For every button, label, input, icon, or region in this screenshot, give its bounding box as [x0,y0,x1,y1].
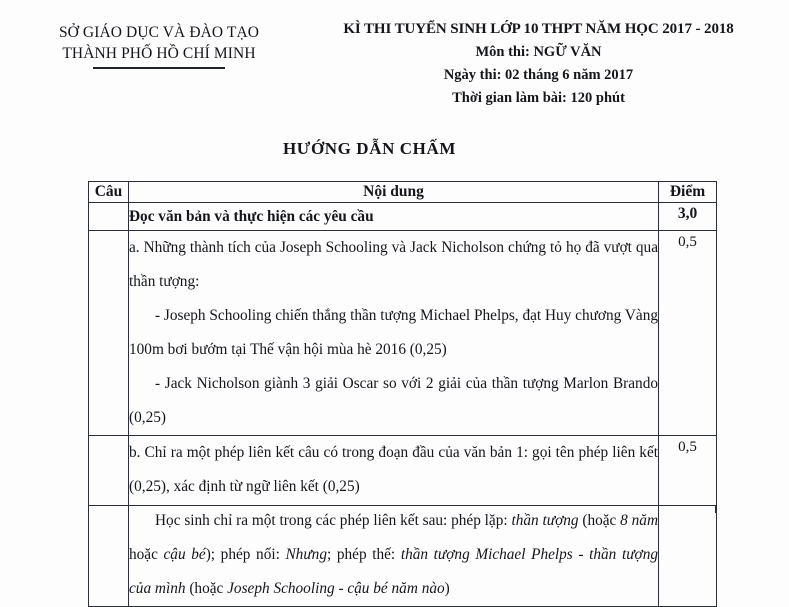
grading-guide-table [88,181,717,607]
page-title: HƯỚNG DẪN CHẤM [282,139,457,158]
exam-duration-line: Thời gian làm bài: 120 phút [452,90,625,106]
exam-info-block [318,18,789,109]
column-header-diem: Điểm [659,182,717,203]
answer-a-bullet-1: - Joseph Schooling chiến thắng thần tượng Michael Phelps, đạt Huy chương Vàng 100m bơi bướm tại Thế vận hội mùa hè 2016 (0,25) [129,307,658,358]
table-next-row-edge [88,505,716,513]
row-cau-cell [89,203,129,231]
column-header-noi-dung: Nội dung [129,182,659,203]
authority-line-2: THÀNH PHỐ HỒ CHÍ MINH [62,45,256,62]
content-headline: Đọc văn bản và thực hiện các yêu cầu [129,208,374,225]
row-content-cell [129,231,659,436]
emphasised-term: cậu bé [163,546,206,563]
plain-text: (hoặc [185,580,228,597]
table-row [89,203,717,231]
exam-date-line: Ngày thi: 02 tháng 6 năm 2017 [443,67,634,83]
answer-b-detail [129,504,658,606]
exam-subject-line: Môn thi: NGỮ VĂN [475,44,602,60]
document-header [0,18,789,109]
plain-text: hoặc [129,546,164,563]
emphasised-term: 8 năm [620,512,658,529]
plain-text: ; phép thế: [326,546,401,563]
emphasised-term: thần tượng [511,512,579,529]
table-row [89,231,717,436]
emphasised-term: thần tượng Michael Phelps - thần tượng của mình [129,546,658,597]
table-row [89,436,717,607]
authority-underline [93,67,225,69]
column-header-cau: Câu [89,182,129,203]
plain-text: (hoặc [578,512,621,529]
row-diem-cell: 0,5 [659,436,717,607]
row-content-cell [129,203,659,231]
exam-title-line: KÌ THI TUYỂN SINH LỚP 10 THPT NĂM HỌC 2017 - 2018 [343,21,734,37]
row-cau-cell [89,436,129,607]
row-cau-cell [89,231,129,436]
issuing-authority-block [0,18,318,69]
authority-line-1: SỞ GIÁO DỤC VÀ ĐÀO TẠO [58,24,260,41]
answer-b-intro: b. Chỉ ra một phép liên kết câu có trong đoạn đầu của văn bản 1: gọi tên phép liên kết (0,25), xác định từ ngữ liên kết (0,25) [129,444,658,495]
plain-text: ); phép nối: [205,546,286,563]
emphasised-term: Joseph Schooling - cậu bé năm nào [227,580,445,597]
row-diem-cell: 0,5 [659,231,717,436]
emphasised-term: Nhưng [285,546,327,563]
row-content-cell [129,436,659,607]
plain-text: ) [444,580,450,597]
plain-text: Học sinh chỉ ra một trong các phép liên kết sau: phép lặp: [155,512,512,529]
answer-a-bullet-2: - Jack Nicholson giành 3 giải Oscar so với 2 giải của thần tượng Marlon Brando (0,25) [129,375,658,426]
answer-a-intro: a. Những thành tích của Joseph Schooling và Jack Nicholson chứng tỏ họ đã vượt qua thần tượng: [129,239,658,290]
row-diem-cell: 3,0 [659,203,717,231]
table-header-row [89,182,717,203]
